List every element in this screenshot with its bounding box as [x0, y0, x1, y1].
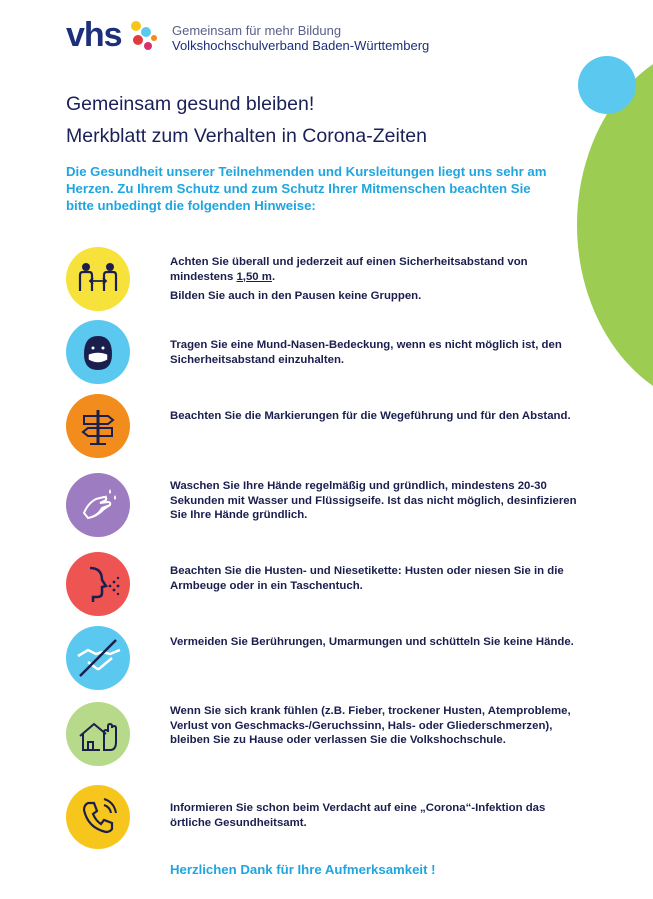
rule-text: Tragen Sie eine Mund-Nasen-Bedeckung, wenn es nicht möglich ist, den Sicherheitsabstand einzuhalten.	[170, 339, 562, 366]
stay-home-icon	[66, 702, 130, 766]
rule-text: Beachten Sie die Markierungen für die Wegeführung und für den Abstand.	[170, 410, 571, 422]
distance-value: 1,50 m	[236, 270, 272, 283]
rule-text-part: Achten Sie überall und jederzeit auf einen Sicherheitsabstand von mindestens	[170, 256, 528, 283]
rule-text: Informieren Sie schon beim Verdacht auf eine „Corona“-Infektion das örtliche Gesundheitsamt.	[170, 802, 546, 829]
rule-text: Vermeiden Sie Berührungen, Umarmungen und schütteln Sie keine Hände.	[170, 636, 574, 648]
closing-thanks: Herzlichen Dank für Ihre Aufmerksamkeit !	[170, 862, 436, 877]
rule-no-handshake	[66, 626, 586, 692]
handwash-icon	[66, 473, 130, 537]
signpost-icon	[66, 394, 130, 458]
rule-text: Wenn Sie sich krank fühlen (z.B. Fieber, trockener Husten, Atemprobleme, Verlust von Geschmacks-/Geruchssinn, Hals- oder Gliederschmerzen), bleiben Sie zu Hause oder verlassen Sie die Volkshochschule.	[170, 705, 571, 746]
no-handshake-icon	[66, 626, 130, 690]
rule-subtext: Bilden Sie auch in den Pausen keine Gruppen.	[170, 290, 422, 302]
rule-distance	[66, 247, 586, 313]
rule-signpost	[66, 394, 586, 460]
rule-text: Waschen Sie Ihre Hände regelmäßig und gründlich, mindestens 20-30 Sekunden mit Wasser und Flüssigseife. Ist das nicht möglich, desinfizieren Sie Ihre Hände gründlich.	[170, 480, 577, 521]
intro-paragraph: Die Gesundheit unserer Teilnehmenden und Kursleitungen liegt uns sehr am Herzen. Zu Ihrem Schutz und zum Schutz Ihrer Mitmenschen beachten Sie bitte unbedingt die folgenden Hinweise:	[66, 164, 547, 213]
rule-stay-home	[66, 702, 586, 768]
phone-icon	[66, 785, 130, 849]
rule-text-end: .	[271, 270, 276, 283]
logo-dots-icon	[126, 18, 166, 58]
rule-mask	[66, 320, 586, 386]
logo-tagline	[172, 23, 472, 53]
decorative-blue-circle	[578, 56, 636, 114]
tagline-line-2: Volkshochschulverband Baden-Württemberg	[172, 38, 430, 53]
page-title	[66, 88, 427, 152]
mask-icon	[66, 320, 130, 384]
tagline-line-1: Gemeinsam für mehr Bildung	[172, 23, 342, 38]
rule-sneeze	[66, 552, 586, 618]
rule-handwash	[66, 473, 586, 539]
rule-phone	[66, 785, 586, 851]
rule-text	[170, 255, 588, 304]
sneeze-icon	[66, 552, 130, 616]
title-line-1: Gemeinsam gesund bleiben!	[66, 93, 315, 115]
rule-text: Beachten Sie die Husten- und Niesetikette: Husten oder niesen Sie in die Armbeuge oder in ein Taschentuch.	[170, 565, 564, 592]
title-line-2: Merkblatt zum Verhalten in Corona-Zeiten	[66, 125, 427, 147]
logo-wordmark: vhs	[66, 16, 122, 54]
distance-icon	[66, 247, 130, 311]
